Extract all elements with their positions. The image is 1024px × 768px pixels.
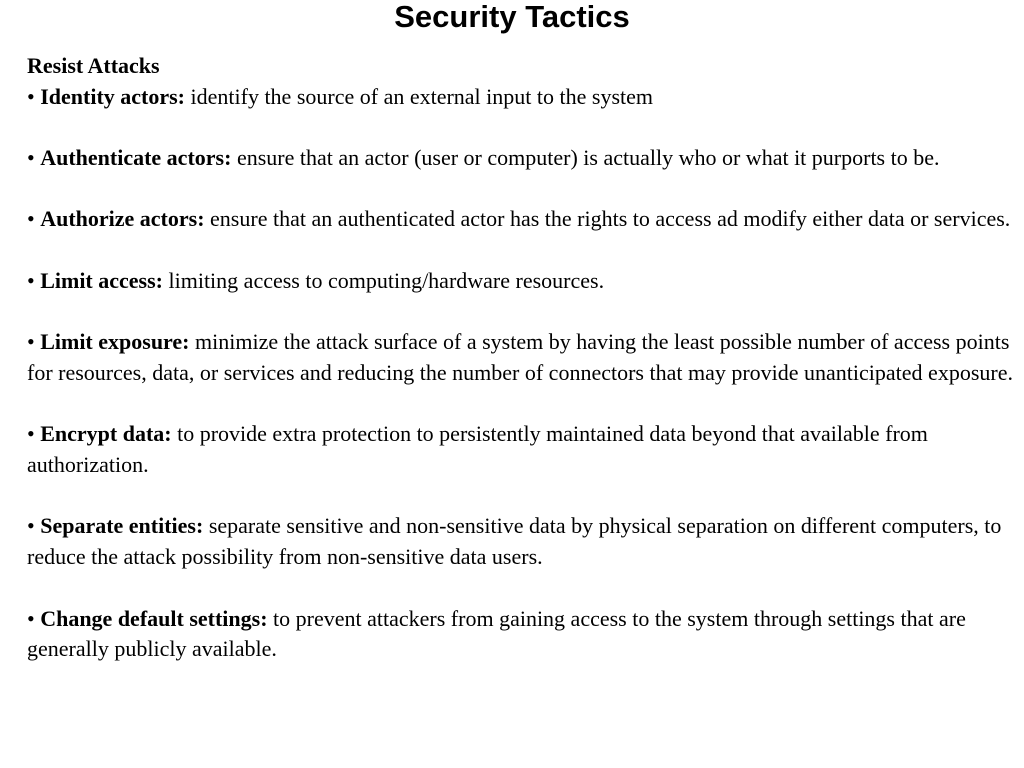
bullet: • xyxy=(27,513,35,539)
bullet: • xyxy=(27,605,35,631)
bullet: • xyxy=(27,267,35,293)
tactic-term: Authorize actors: xyxy=(40,206,205,232)
tactic-description: minimize the attack surface of a system by having the least possible number of access points for resources, data, or services and reducing the number of connectors that may provide unanticipated exposure. xyxy=(27,329,1013,385)
section-heading: Resist Attacks xyxy=(27,53,160,78)
tactic-item-authorize-actors xyxy=(27,204,1017,235)
tactic-term: Authenticate actors: xyxy=(40,145,232,171)
tactic-term: Limit access: xyxy=(40,267,163,293)
tactic-description: ensure that an actor (user or computer) is actually who or what it purports to be. xyxy=(236,145,940,171)
tactic-item-authenticate-actors xyxy=(27,143,1017,174)
slide-body xyxy=(27,51,1017,665)
tactic-item-identity-actors xyxy=(27,82,1017,113)
bullet: • xyxy=(27,83,35,109)
tactic-description: ensure that an authenticated actor has the rights to access ad modify either data or services. xyxy=(210,206,1011,232)
tactic-item-limit-access xyxy=(27,266,1017,297)
tactic-description: limiting access to computing/hardware resources. xyxy=(168,267,605,293)
bullet: • xyxy=(27,145,35,171)
bullet: • xyxy=(27,421,35,447)
tactic-item-change-default-settings xyxy=(27,604,1017,665)
tactic-item-encrypt-data xyxy=(27,419,1017,480)
tactic-description: identify the source of an external input to the system xyxy=(190,83,653,109)
tactic-item-separate-entities xyxy=(27,511,1017,572)
slide-title: Security Tactics xyxy=(394,0,630,34)
tactic-description: to prevent attackers from gaining access to the system through settings that are generally publicly available. xyxy=(27,605,966,662)
bullet: • xyxy=(27,206,35,232)
tactic-term: Separate entities: xyxy=(40,513,204,539)
bullet: • xyxy=(27,329,35,355)
tactic-item-limit-exposure xyxy=(27,327,1017,388)
tactic-description: separate sensitive and non-sensitive data by physical separation on different computers, to reduce the attack possibility from non-sensitive data users. xyxy=(27,513,1002,570)
tactic-description: to provide extra protection to persistently maintained data beyond that available from authorization. xyxy=(27,421,928,478)
tactic-term: Identity actors: xyxy=(40,83,186,109)
tactic-term: Encrypt data: xyxy=(40,421,172,447)
tactic-term: Change default settings: xyxy=(40,605,268,631)
tactic-term: Limit exposure: xyxy=(40,329,190,355)
